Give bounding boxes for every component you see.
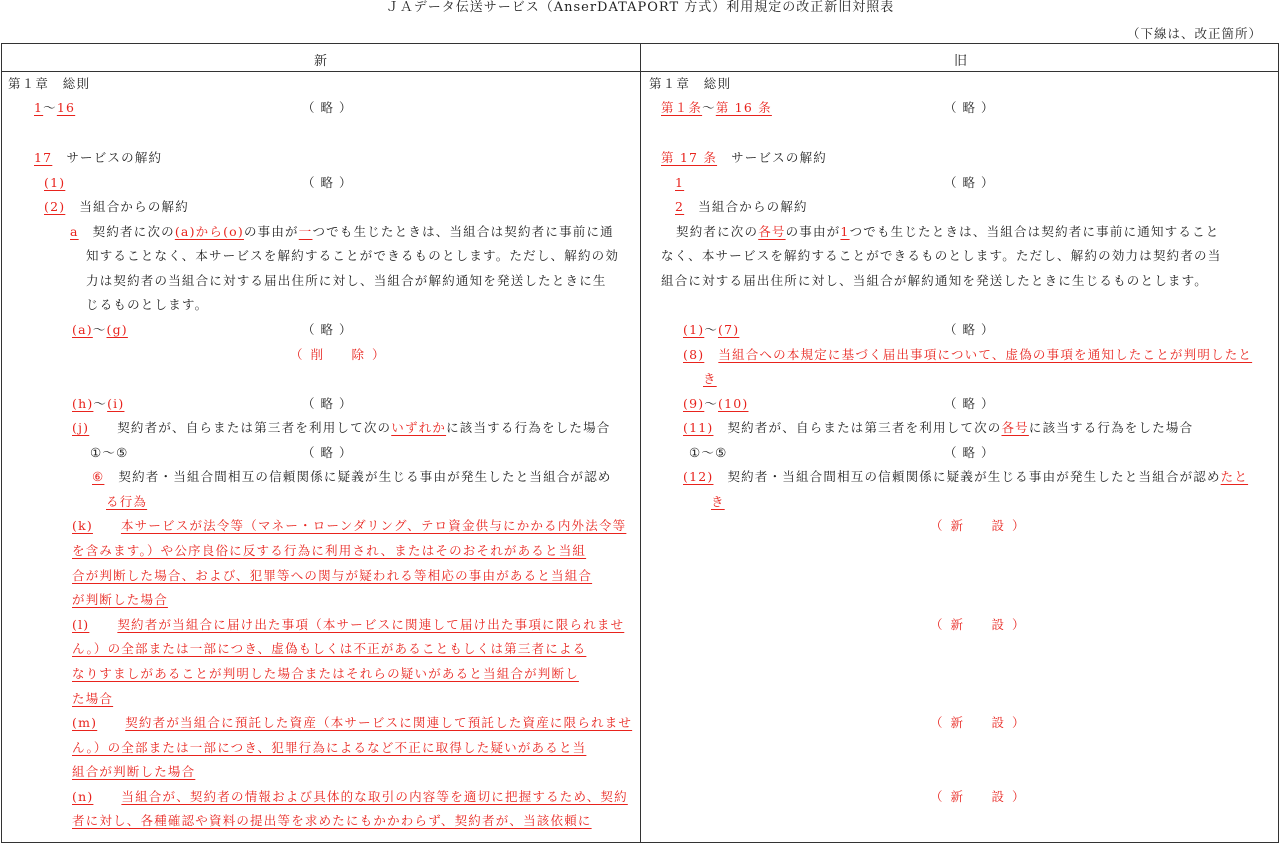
text-segment: 契約者・当組合間相互の信頼関係に疑義が生じる事由が発生したと当組合が認め (727, 469, 1221, 484)
item-a-line: 知することなく、本サービスを解約することができるものとします。ただし、解約の効 (86, 248, 620, 263)
sub-item-12-cont: き (711, 494, 725, 509)
article-number: 1 (34, 100, 44, 115)
range-tilde: 〜 (43, 100, 57, 115)
omitted-label: （略） (302, 175, 358, 190)
sub-item-k (72, 516, 626, 536)
changed-text: 一 (298, 224, 313, 239)
omitted-label: （略） (302, 100, 358, 115)
column-header-new: 新 (314, 54, 328, 69)
omitted-label: （略） (944, 396, 1000, 411)
article-heading (661, 148, 827, 168)
range-tilde: 〜 (702, 100, 716, 115)
chapter-heading: 第１章 総則 (8, 76, 91, 91)
sub-sub-item-6 (92, 467, 612, 487)
sub-item-number: (7) (718, 322, 740, 337)
article-heading (34, 148, 162, 168)
text-segment: 契約者が、自らまたは第三者を利用して次の (727, 420, 1002, 435)
sub-item-k-line: を含みます。）や公序良俗に反する行為に利用され、またはそのおそれがあると当組 (72, 543, 587, 558)
sub-item-number: (g) (106, 322, 128, 337)
sub-item-n (72, 787, 628, 807)
sub-item-range (72, 394, 124, 414)
omitted-label: （略） (302, 396, 358, 411)
sub-item-j (72, 418, 610, 438)
paragraph-number-text: (1) (44, 175, 66, 190)
sub-item-number: (j) (72, 420, 90, 435)
text-segment: 契約者に次の (676, 224, 759, 239)
text-segment: の事由が (243, 224, 299, 239)
paragraph-number-text: 2 (675, 199, 685, 214)
text-segment: 当組合への本規定に基づく届出事項について、虚偽の事項を通知したことが判明したと (718, 347, 1253, 362)
range-tilde: 〜 (92, 322, 107, 337)
sub-item-number: (i) (107, 396, 125, 411)
text-segment: の事由が (785, 224, 841, 239)
new-set-label: （新 設） (930, 715, 1033, 730)
changed-text: 各号 (758, 224, 786, 239)
paragraph-heading (675, 197, 808, 217)
sub-item-number: (10) (718, 396, 749, 411)
sub-item-number: (k) (72, 518, 93, 533)
text-segment: 契約者に次の (92, 224, 175, 239)
item-a-line (70, 222, 614, 242)
sub-item-11 (683, 418, 1193, 438)
sub-item-k-line: が判断した場合 (72, 592, 168, 607)
sub-sub-item-6-cont: る行為 (106, 494, 148, 509)
omitted-label: （略） (302, 445, 358, 460)
sub-item-l (72, 615, 624, 635)
paragraph-title: 当組合からの解約 (698, 199, 808, 214)
range-tilde: 〜 (704, 396, 719, 411)
text-segment: 契約者が当組合に届け出た事項（本サービスに関連して届け出た事項に限られませ (117, 617, 625, 632)
sub-item-number: (9) (683, 396, 705, 411)
sub-item-l-line: た場合 (72, 691, 114, 706)
paragraph-heading (44, 197, 189, 217)
paragraph-body-line: なく、本サービスを解約することができるものとします。ただし、解約の効力は契約者の当 (661, 248, 1222, 263)
paragraph-number-text: 1 (675, 175, 685, 190)
changed-text: 各号 (1001, 420, 1029, 435)
sub-item-12 (683, 467, 1248, 487)
sub-item-8 (683, 345, 1252, 365)
range-tilde: 〜 (93, 396, 108, 411)
range-tilde: 〜 (704, 322, 719, 337)
changed-text: たと (1220, 469, 1249, 484)
changed-text: (a)から(o) (174, 224, 244, 239)
sub-item-number: (a) (72, 322, 93, 337)
column-divider (640, 43, 641, 843)
new-set-label: （新 設） (930, 789, 1033, 804)
text-segment: 契約者が当組合に預託した資産（本サービスに関連して預託した資産に限られませ (125, 715, 633, 730)
text-segment: に該当する行為をした場合 (446, 420, 611, 435)
sub-item-m-line: 組合が判断した場合 (72, 764, 196, 779)
text-segment: 当組合が、契約者の情報および具体的な取引の内容等を適切に把握するため、契約 (121, 789, 628, 804)
article-title: サービスの解約 (66, 150, 163, 165)
document-title: ＪＡデータ伝送サービス（AnserDATAPORT 方式）利用規定の改正新旧対照表 (385, 0, 895, 15)
sub-item-number: (12) (683, 469, 714, 484)
sub-item-k-line: 合が判断した場合、および、犯罪等への関与が疑われる等相応の事由があると当組合 (72, 568, 593, 583)
text-segment: つでも生じたときは、当組合は契約者に事前に通知すること (849, 224, 1220, 239)
sub-item-m-line: ん。）の全部または一部につき、犯罪行為によるなど不正に取得した疑いがあると当 (72, 740, 587, 755)
sub-item-number: (l) (72, 617, 90, 632)
deleted-label: （削 除） (290, 347, 393, 362)
article-number: 第１条 (661, 100, 703, 115)
underline-note: （下線は、改正箇所） (1126, 26, 1262, 41)
sub-item-l-line: ん。）の全部または一部につき、虚偽もしくは不正があることもしくは第三者による (72, 641, 587, 656)
article-number: 17 (34, 150, 53, 165)
sub-item-8-cont: き (703, 371, 717, 386)
text-segment: 本サービスが法令等（マネー・ローンダリング、テロ資金供与にかかる内外法令等 (120, 518, 627, 533)
text-segment: つでも生じたときは、当組合は契約者に事前に通 (312, 224, 614, 239)
article-number: 16 (56, 100, 76, 115)
sub-item-number: (8) (683, 347, 705, 362)
header-divider (1, 71, 1279, 72)
sub-item-range (72, 320, 128, 340)
sub-item-l-line: なりすましがあることが判明した場合またはそれらの疑いがあると当組合が判断し (72, 666, 579, 681)
text-segment: 契約者が、自らまたは第三者を利用して次の (117, 420, 392, 435)
sub-item-number: (1) (683, 322, 705, 337)
article-number: 第 16 条 (715, 100, 772, 115)
item-label: a (70, 224, 79, 239)
sub-item-number: (h) (72, 396, 94, 411)
paragraph-body-line (676, 222, 1219, 242)
sub-sub-range: ①〜⑤ (689, 445, 728, 460)
article-range (34, 98, 75, 118)
sub-item-range (683, 394, 748, 414)
changed-text: いずれか (391, 420, 447, 435)
sub-sub-number: ⑥ (92, 469, 105, 484)
new-set-label: （新 設） (930, 617, 1033, 632)
sub-sub-range: ①〜⑤ (90, 445, 129, 460)
item-a-line: 力は契約者の当組合に対する届出住所に対し、当組合が解約通知を発送したときに生 (86, 273, 607, 288)
sub-item-number: (m) (72, 715, 98, 730)
text-segment: に該当する行為をした場合 (1028, 420, 1194, 435)
article-range (661, 98, 772, 118)
omitted-label: （略） (944, 445, 1000, 460)
omitted-label: （略） (302, 322, 358, 337)
article-number: 第 17 条 (661, 150, 718, 165)
text-segment: 契約者・当組合間相互の信頼関係に疑義が生じる事由が発生したと当組合が認め (118, 469, 612, 484)
sub-item-n-line: 者に対し、各種確認や資料の提出等を求めたにもかかわらず、契約者が、当該依頼に (72, 813, 592, 828)
sub-item-range (683, 320, 739, 340)
omitted-label: （略） (944, 100, 1000, 115)
sub-item-number: (11) (683, 420, 714, 435)
changed-text: 1 (840, 224, 850, 239)
article-title: サービスの解約 (731, 150, 827, 165)
new-set-label: （新 設） (930, 518, 1033, 533)
column-header-old: 旧 (954, 54, 968, 69)
paragraph-number (44, 173, 65, 193)
sub-item-number: (n) (72, 789, 94, 804)
paragraph-number (675, 173, 684, 193)
omitted-label: （略） (944, 175, 1000, 190)
paragraph-number-text: (2) (44, 199, 66, 214)
chapter-heading: 第１章 総則 (649, 76, 732, 91)
omitted-label: （略） (944, 322, 1000, 337)
paragraph-title: 当組合からの解約 (79, 199, 189, 214)
sub-item-m (72, 713, 632, 733)
paragraph-body-line: 組合に対する届出住所に対し、当組合が解約通知を発送したときに生じるものとします。 (661, 273, 1209, 288)
item-a-line: じるものとします。 (86, 297, 209, 312)
